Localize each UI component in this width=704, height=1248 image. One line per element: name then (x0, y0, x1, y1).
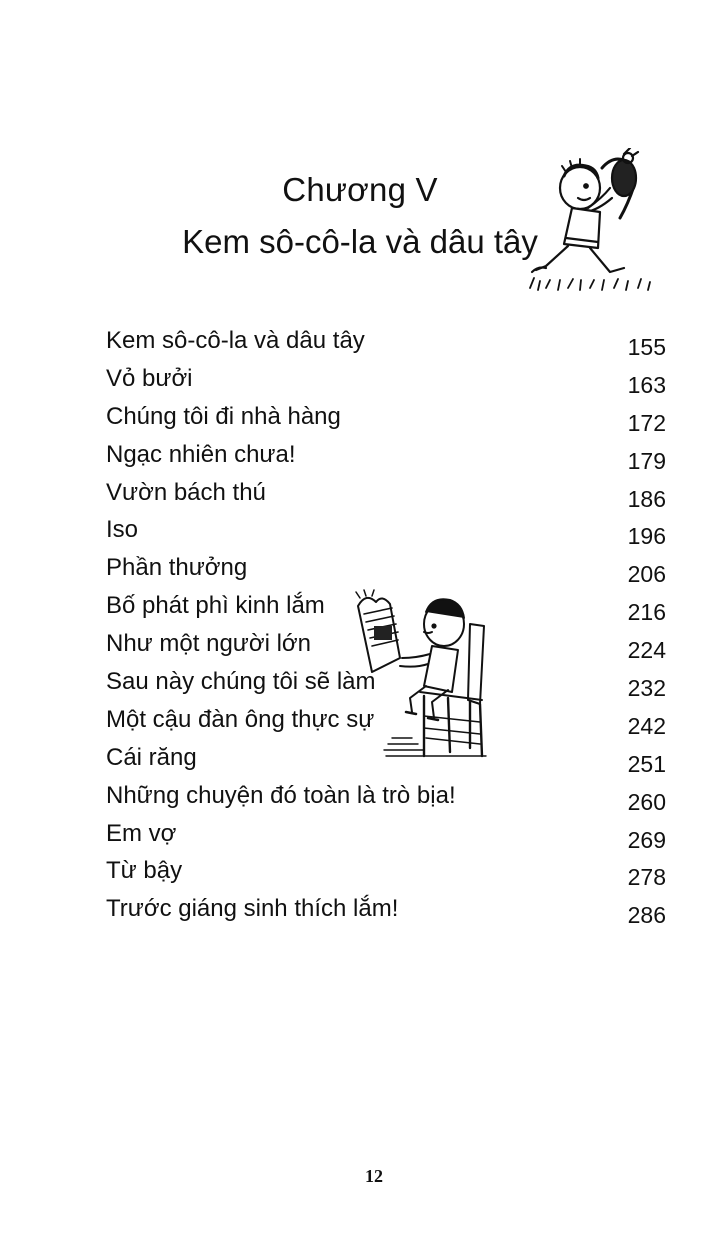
boy-reading-on-chair-icon (352, 588, 502, 760)
toc-entry-page: 269 (627, 826, 666, 853)
toc-entry-title: Kem sô-cô-la và dâu tây (106, 327, 365, 354)
toc-entry[interactable] (106, 511, 666, 549)
toc-entry-page: 286 (627, 902, 666, 929)
toc-entry-page: 206 (627, 561, 666, 588)
toc-entry[interactable] (106, 474, 666, 512)
chapter-title: Kem sô-cô-la và dâu tây (182, 223, 538, 260)
toc-entry-page: 242 (627, 712, 666, 739)
toc-entry-page: 260 (627, 788, 666, 815)
toc-entry-page: 278 (627, 864, 666, 891)
toc-entry[interactable] (106, 852, 666, 890)
toc-entry-title: Bố phát phì kinh lắm (106, 592, 325, 620)
toc-entry[interactable] (106, 322, 666, 360)
toc-entry-page: 155 (627, 334, 666, 360)
toc-entry[interactable] (106, 777, 666, 815)
toc-entry-page: 216 (627, 599, 666, 626)
toc-entry-title: Vỏ bưởi (106, 364, 193, 392)
toc-entry-title: Trước giáng sinh thích lắm! (106, 895, 399, 923)
toc-entry-title: Vườn bách thú (106, 478, 266, 506)
toc-entry-page: 251 (627, 750, 666, 777)
boy-running-with-toy-icon (528, 148, 658, 298)
chapter-header (150, 168, 570, 264)
toc-entry-title: Một cậu đàn ông thực sự (106, 705, 375, 733)
chapter-number: Chương V (282, 171, 438, 208)
toc-entry[interactable] (106, 549, 666, 587)
toc-entry-title: Cái răng (106, 743, 197, 771)
toc-entry-page: 196 (627, 523, 666, 550)
toc-entry[interactable] (106, 815, 666, 853)
toc-entry[interactable] (106, 360, 666, 398)
toc-entry-title: Những chuyện đó toàn là trò bịa! (106, 781, 456, 809)
toc-entry-page: 224 (627, 637, 666, 664)
toc-entry[interactable] (106, 436, 666, 474)
toc-entry-page: 186 (627, 485, 666, 512)
toc-entry-page: 163 (627, 371, 666, 398)
toc-entry-title: Iso (106, 516, 139, 544)
toc-entry[interactable] (106, 398, 666, 436)
toc-entry-page: 179 (627, 447, 666, 474)
toc-entry-title: Phần thưởng (106, 554, 248, 582)
toc-entry-title: Chúng tôi đi nhà hàng (106, 402, 341, 430)
toc-entry-page: 172 (627, 409, 666, 436)
page-number: 12 (365, 1166, 383, 1186)
toc-entry-title: Từ bậy (106, 857, 183, 885)
toc-entry-title: Em vợ (106, 819, 177, 847)
toc-entry-page: 232 (627, 675, 666, 702)
toc-entry-title: Như một người lớn (106, 630, 312, 658)
toc-entry-title: Ngạc nhiên chưa! (106, 440, 296, 468)
toc-entry-title: Sau này chúng tôi sẽ làm (106, 668, 376, 696)
toc-entry[interactable] (106, 890, 666, 928)
